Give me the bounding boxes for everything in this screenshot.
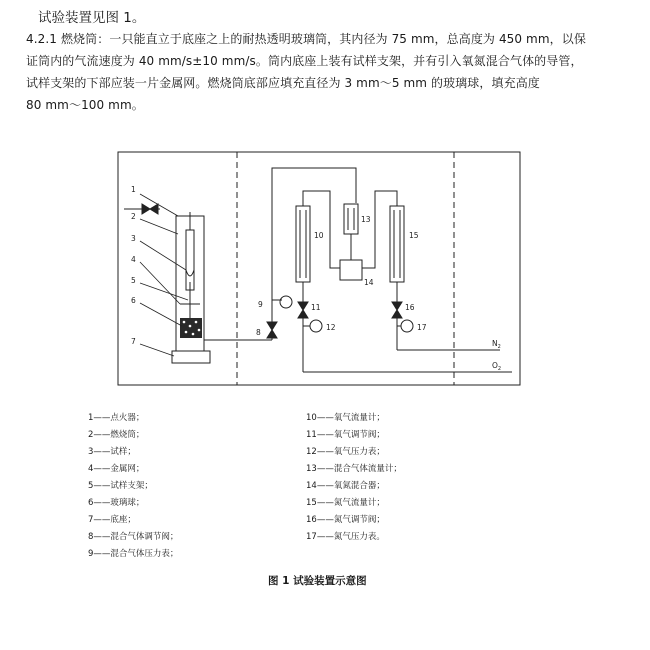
oxygen-flowmeter	[296, 206, 310, 282]
oxygen-nitrogen-mixer	[340, 260, 362, 280]
label-5: 5	[131, 276, 136, 285]
specimen	[186, 270, 194, 276]
label-4: 4	[131, 255, 136, 264]
legend-item: 13——混合气体流量计；	[306, 464, 402, 474]
legend-item: 11——氧气调节阀；	[306, 430, 385, 440]
o2-label: $O_2$	[492, 361, 502, 372]
legend-item: 12——氧气压力表；	[306, 447, 385, 457]
legend-item: 3——试样；	[88, 447, 136, 457]
nitrogen-line	[362, 191, 397, 268]
mixed-gas-pipe-top	[272, 168, 356, 340]
n2-label: $N_2$	[492, 339, 501, 350]
paragraph-line-3: 试样支架的下部应装一片金属网。燃烧筒底部应填充直径为 3 mm～5 mm 的玻璃球，填充高度	[26, 76, 540, 90]
igniter	[186, 230, 194, 290]
label-8: 8	[256, 328, 261, 337]
label-1: 1	[131, 185, 136, 194]
label-11: 11	[311, 303, 321, 312]
legend-item: 8——混合气体调节阀；	[88, 532, 179, 542]
paragraph-line-4: 80 mm～100 mm。	[26, 98, 144, 112]
mixed-flowmeter	[344, 204, 358, 234]
label-12: 12	[326, 323, 336, 332]
mixed-gas-pressure-gauge	[280, 296, 292, 308]
nitrogen-regulating-valve	[392, 302, 402, 318]
label-6: 6	[131, 296, 136, 305]
oxygen-pressure-gauge	[310, 320, 322, 332]
legend-item: 4——金属网；	[88, 464, 145, 474]
label-2: 2	[131, 212, 136, 221]
label-3: 3	[131, 234, 136, 243]
label-13: 13	[361, 215, 371, 224]
legend-item: 6——玻璃球；	[88, 498, 145, 508]
legend-item: 10——氧气流量计；	[306, 413, 385, 423]
legend-item: 1——点火器；	[88, 413, 145, 423]
figure-caption: 图 1 试验装置示意图	[268, 575, 367, 587]
legend-item: 9——混合气体压力表；	[88, 549, 179, 559]
mixed-gas-regulating-valve	[267, 322, 277, 338]
label-16: 16	[405, 303, 415, 312]
legend-item: 2——燃烧筒；	[88, 430, 145, 440]
oxygen-line	[303, 191, 340, 268]
label-17: 17	[417, 323, 427, 332]
label-7: 7	[131, 337, 136, 346]
legend-item: 5——试样支架；	[88, 481, 153, 491]
oxygen-regulating-valve	[298, 302, 308, 318]
label-15: 15	[409, 231, 419, 240]
nitrogen-flowmeter	[390, 206, 404, 282]
legend-item: 16——氮气调节阀；	[306, 515, 385, 525]
legend-item: 14——氧氮混合器；	[306, 481, 385, 491]
paragraph-line-2: 证筒内的气流速度为 40 mm/s±10 mm/s。筒内底座上装有试样支架，并有引入氧氮混合气体的导管，	[26, 54, 583, 68]
base	[172, 351, 210, 363]
inlet-valve	[142, 204, 158, 214]
paragraph-line-1: 4.2.1 燃烧筒：一只能直立于底座之上的耐热透明玻璃筒，其内径为 75 mm，总高度为 450 mm，以保	[26, 32, 586, 46]
intro-line: 试验装置见图 1。	[38, 10, 146, 26]
legend-item: 15——氮气流量计；	[306, 498, 385, 508]
nitrogen-pressure-gauge	[401, 320, 413, 332]
label-10: 10	[314, 231, 324, 240]
label-14: 14	[364, 278, 374, 287]
legend-item: 7——底座；	[88, 515, 136, 525]
label-9: 9	[258, 300, 263, 309]
legend-item: 17——氮气压力表。	[306, 532, 385, 542]
